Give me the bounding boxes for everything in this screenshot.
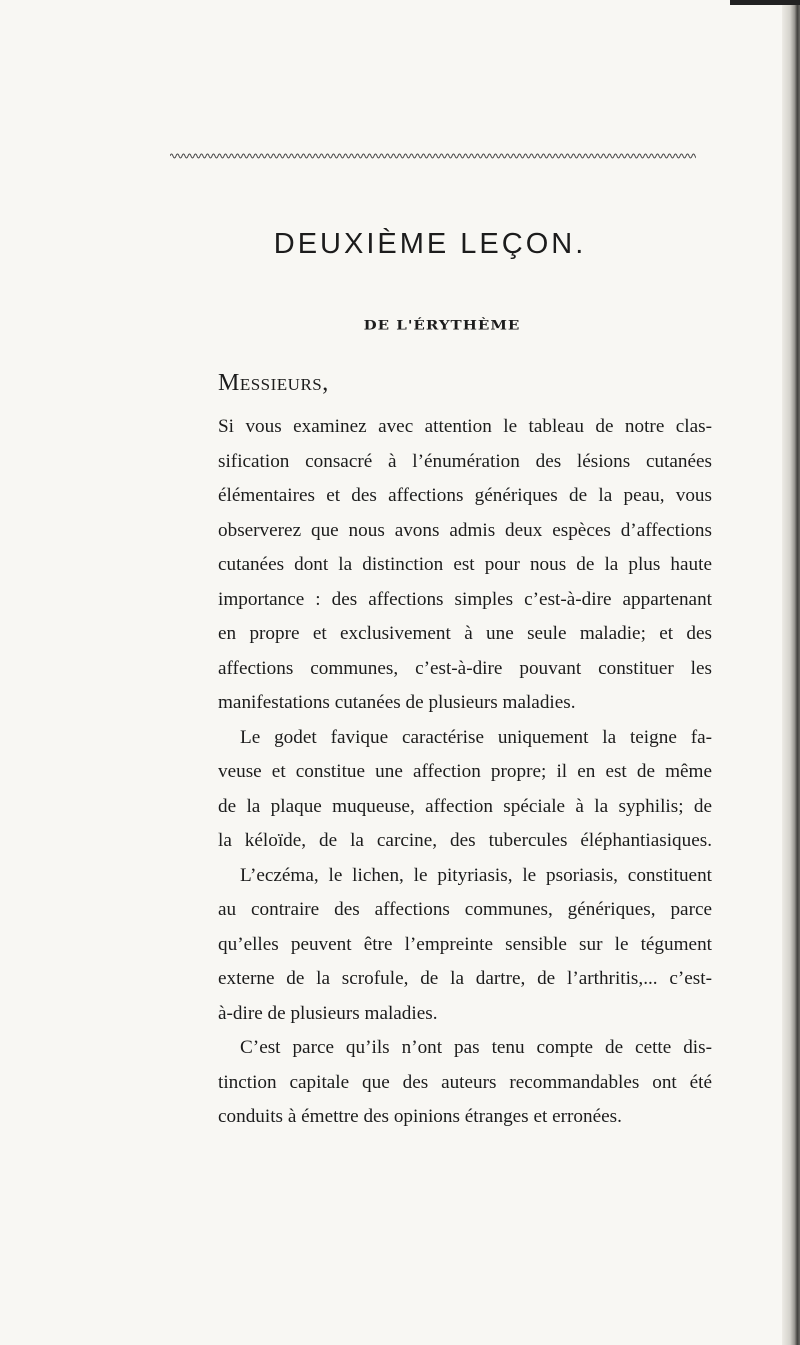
- text-line: Si vous examinez avec attention le tableau de notre clas-: [218, 416, 712, 437]
- salutation: Messieurs,: [218, 370, 329, 396]
- wavy-rule-ornament: [170, 150, 696, 162]
- paragraph-2: [218, 721, 712, 859]
- text-line: cutanées dont la distinction est pour nous de la plus haute: [218, 554, 712, 575]
- paragraph-1: [218, 410, 712, 721]
- text-line: observerez que nous avons admis deux espèces d’affections: [218, 519, 712, 541]
- text-line: en propre et exclusivement à une seule maladie; et des: [218, 623, 712, 644]
- text-line: Le godet favique caractérise uniquement la teigne fa-: [240, 726, 712, 748]
- scan-edge-shadow: [782, 0, 800, 1345]
- paragraph-4: [218, 1031, 712, 1135]
- text-line: tinction capitale que des auteurs recommandables ont été: [218, 1071, 712, 1093]
- text-line: manifestations cutanées de plusieurs maladies.: [218, 692, 576, 713]
- text-line: externe de la scrofule, de la dartre, de l’arthritis,... c’est-: [218, 968, 712, 989]
- text-line: élémentaires et des affections génériques de la peau, vous: [218, 485, 712, 506]
- lecon-title: DEUXIÈME LEÇON.: [273, 228, 587, 260]
- text-line: veuse et constitue une affection propre; il en est de même: [218, 761, 712, 782]
- text-line: L’eczéma, le lichen, le pityriasis, le psoriasis, constituent: [240, 864, 712, 886]
- text-line: qu’elles peuvent être l’empreinte sensible sur le tégument: [218, 933, 712, 955]
- subject-title: DE L'ÉRYTHÈME: [363, 317, 521, 333]
- text-line: sification consacré à l’énumération des lésions cutanées: [218, 450, 712, 472]
- text-line: à-dire de plusieurs maladies.: [218, 1002, 438, 1024]
- scan-corner-mark: [730, 0, 800, 5]
- text-line: C’est parce qu’ils n’ont pas tenu compte de cette dis-: [240, 1037, 712, 1058]
- text-line: au contraire des affections communes, génériques, parce: [218, 899, 712, 920]
- text-line: conduits à émettre des opinions étranges et erronées.: [218, 1106, 622, 1127]
- text-line: affections communes, c’est-à-dire pouvant constituer les: [218, 657, 712, 679]
- paragraph-3: [218, 859, 712, 1032]
- text-line: importance : des affections simples c’est-à-dire appartenant: [218, 588, 712, 610]
- text-line: de la plaque muqueuse, affection spéciale à la syphilis; de: [218, 795, 712, 817]
- body-text: [218, 410, 712, 1135]
- text-line: la kéloïde, de la carcine, des tubercules éléphantiasiques.: [218, 830, 712, 851]
